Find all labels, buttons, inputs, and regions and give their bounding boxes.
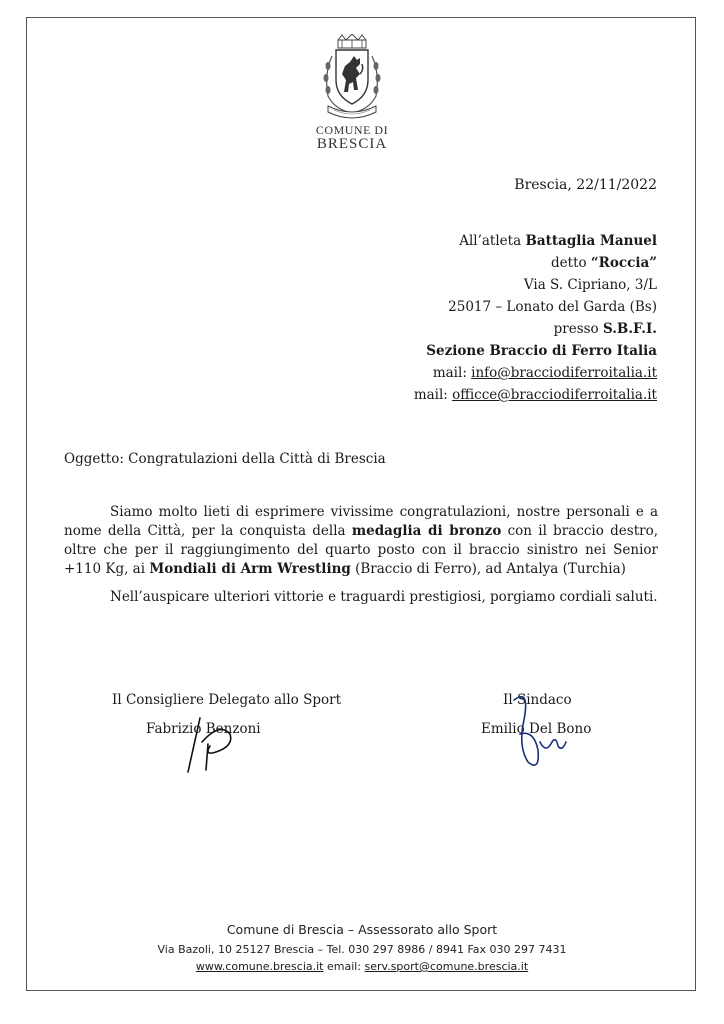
recipient-line-5: [554, 321, 657, 337]
recipient-mail-2: [414, 387, 657, 403]
body-paragraph-2: [64, 588, 658, 607]
coat-of-arms-icon: [318, 34, 386, 120]
body-text: Nell’auspicare ulteriori vittorie e traguardi prestigiosi, porgiamo cordiali saluti.: [110, 589, 658, 605]
footer-website-link[interactable]: www.comune.brescia.it: [195, 960, 324, 973]
recipient-line-6: [426, 343, 657, 359]
org-prefix: presso: [553, 321, 603, 337]
subject-line: Oggetto: Congratulazioni della Città di Brescia: [64, 451, 386, 467]
letter-date: Brescia, 22/11/2022: [514, 177, 657, 193]
recipient-line-2: [551, 255, 657, 271]
body-bold-event: Mondiali di Arm Wrestling: [149, 561, 351, 577]
body-bold-medal: medaglia di bronzo: [351, 523, 502, 539]
footer-email-link[interactable]: serv.sport@comune.brescia.it: [364, 960, 529, 973]
signatory-right-title: Il Sindaco: [503, 692, 572, 708]
email-link-info[interactable]: info@bracciodiferroitalia.it: [471, 365, 657, 381]
recipient-prefix: All’atleta: [459, 233, 526, 249]
signatory-right-name: Emilio Del Bono: [481, 721, 592, 737]
body-text: (Braccio di Ferro), ad Antalya (Turchia): [350, 561, 626, 577]
recipient-city: 25017 – Lonato del Garda (Bs): [448, 299, 657, 315]
email-link-officce[interactable]: officce@bracciodiferroitalia.it: [452, 387, 657, 403]
footer-email-label: email:: [323, 960, 365, 973]
nickname-prefix: detto: [551, 255, 591, 271]
signature-right-icon: [500, 680, 580, 776]
mail-label: mail:: [413, 387, 453, 403]
footer-title: Comune di Brescia – Assessorato allo Sport: [226, 922, 498, 937]
signatory-left-title: Il Consigliere Delegato allo Sport: [112, 692, 341, 708]
footer-address: Via Bazoli, 10 25127 Brescia – Tel. 030 297 8986 / 8941 Fax 030 297 7431: [157, 943, 567, 956]
body-text: Siamo molto lieti di esprimere vivissime congratulazioni, nostre personali e a nome della Città, per la conquista della: [64, 504, 658, 539]
comune-title-line1: COMUNE DI: [315, 123, 389, 137]
recipient-mail-1: [433, 365, 657, 381]
recipient-nickname: “Roccia”: [590, 255, 657, 271]
comune-title-line2: BRESCIA: [316, 136, 388, 152]
recipient-org: S.B.F.I.: [602, 321, 657, 337]
signature-left-icon: [180, 712, 236, 776]
footer-contacts: [0, 960, 724, 973]
recipient-org-full: Sezione Braccio di Ferro Italia: [426, 343, 657, 359]
recipient-street: Via S. Cipriano, 3/L: [523, 277, 657, 293]
body-text: con il braccio destro, oltre che per il raggiungimento del quarto posto con il braccio sinistro nei Senior +110 Kg, ai: [64, 523, 658, 577]
signatory-left-name: Fabrizio Benzoni: [146, 721, 261, 737]
recipient-name: Battaglia Manuel: [525, 233, 657, 249]
mail-label: mail:: [432, 365, 472, 381]
body-paragraph-1: [64, 503, 658, 579]
recipient-line-1: [459, 233, 657, 249]
